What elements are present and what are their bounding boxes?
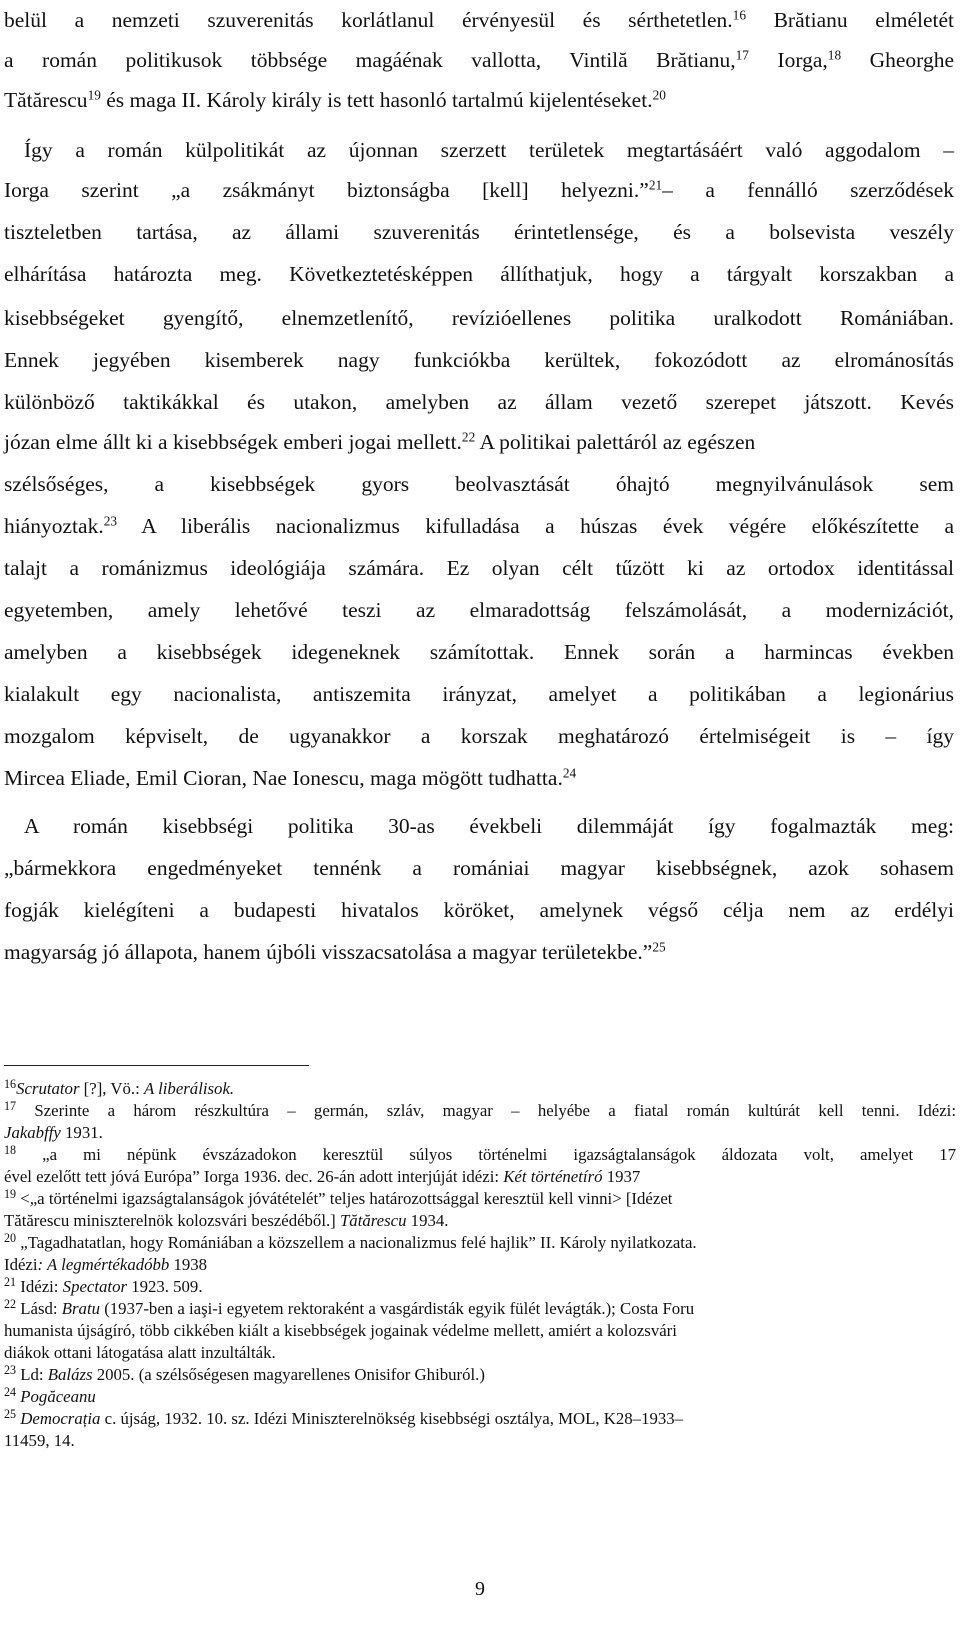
footnote-20-cont: [4, 1254, 956, 1276]
text-run: „Tagadhatatlan, hogy Romániában a közszellem a nacionalizmus felé hajlik” II. Károly nyilatkozata.: [16, 1233, 697, 1252]
footnote-number: 25: [4, 1406, 17, 1421]
text-run: Két történetíró: [503, 1167, 603, 1186]
footnote-17-cont: [4, 1122, 956, 1144]
footnote-number: 19: [4, 1186, 17, 1201]
text-run: Idézi: [4, 1255, 38, 1274]
text-line: [4, 80, 954, 120]
text-line: [4, 506, 954, 546]
text-line: [4, 932, 954, 972]
text-run: kialakult egy nacionalista, antiszemita irányzat, amelyet a politikában a legionárius: [4, 682, 954, 706]
text-run: fogják kielégíteni a budapesti hivatalos köröket, amelynek végső célja nem az erdélyi: [4, 898, 954, 922]
footnote-ref-19[interactable]: 19: [87, 87, 101, 103]
text-run: A liberális nacionalizmus kifulladása a húszas évek végére előkészítette a: [117, 514, 954, 538]
text-run: : A legmértékadóbb: [37, 1255, 170, 1274]
text-run: <„a történelmi igazságtalanságok jóvátételét” teljes határozottsággal keresztül kell vinni> [Idézet: [16, 1189, 673, 1208]
text-line: [4, 464, 954, 504]
text-run: Tătărescu: [4, 88, 88, 112]
text-run: magyarság jó állapota, hanem újbóli visszacsatolása a magyar területekbe.”: [4, 940, 653, 964]
text-run: Iorga szerint „a zsákmányt biztonságba [kell] helyezni.”: [4, 178, 649, 202]
text-run: belül a nemzeti szuverenitás korlátlanul érvényesül és sérthetetlen.: [4, 8, 733, 32]
text-run: tiszteletben tartása, az állami szuverenitás érintetlensége, és a bolsevista veszély: [4, 220, 954, 244]
text-line: [4, 382, 954, 422]
footnote-ref-20[interactable]: 20: [652, 87, 666, 103]
text-line: [4, 422, 954, 462]
text-run: 1931.: [60, 1123, 103, 1142]
text-line: [4, 632, 954, 672]
footnote-number: 16: [4, 1076, 17, 1091]
text-run: Democrația: [20, 1409, 101, 1428]
text-line: [4, 758, 954, 798]
text-line: [4, 674, 954, 714]
footnote-ref-22[interactable]: 22: [461, 429, 476, 445]
footnote-19: [4, 1188, 956, 1210]
footnote-19-cont: [4, 1210, 956, 1232]
text-line: [4, 0, 954, 40]
text-run: 1938: [169, 1255, 208, 1274]
footnote-number: 21: [4, 1274, 17, 1289]
text-run: Jakabffy: [4, 1123, 61, 1142]
text-run: Tătărescu miniszterelnök kolozsvári beszédéből.]: [4, 1211, 340, 1230]
text-run: Lásd:: [16, 1299, 62, 1318]
text-run: hiányoztak.: [4, 514, 104, 538]
text-run: egyetemben, amely lehetővé teszi az elmaradottság felszámolását, a modernizációt,: [4, 598, 954, 622]
text-run: 1937: [602, 1167, 641, 1186]
footnote-ref-25[interactable]: 25: [652, 939, 666, 955]
text-run: 1934.: [406, 1211, 449, 1230]
text-run: kisebbségeket gyengítő, elnemzetlenítő, revízióellenes politika uralkodott Romániában.: [4, 306, 954, 330]
text-run: és maga II. Károly király is tett hasonló tartalmú kijelentéseket.: [100, 88, 653, 112]
text-run: „a mi népünk évszázadokon keresztül súlyos történelmi igazságtalanságok áldozata volt, amelyet 17: [16, 1145, 956, 1164]
text-run: Ld:: [16, 1365, 48, 1384]
text-line: [4, 590, 954, 630]
text-run: Scrutator: [16, 1079, 80, 1098]
text-run: A liberálisok.: [143, 1079, 235, 1098]
text-run: Spectator: [62, 1277, 127, 1296]
footnote-ref-24[interactable]: 24: [562, 765, 577, 781]
text-run: Bratu: [61, 1299, 100, 1318]
text-run: (1937-ben a iaşi-i egyetem rektoraként a vasgárdisták egyik fülét levágták.); Costa Foru: [100, 1299, 695, 1318]
text-run: szélsőséges, a kisebbségek gyors beolvasztását óhajtó megnyilvánulások sem: [4, 472, 954, 496]
footnote-number: 18: [4, 1142, 17, 1157]
footnote-17: [4, 1100, 956, 1122]
text-run: Tătărescu: [339, 1211, 407, 1230]
footnote-18-cont: [4, 1166, 956, 1188]
text-run: diákok ottani látogatása alatt inzultálták.: [4, 1343, 276, 1362]
text-run: Pogăceanu: [20, 1387, 96, 1406]
text-run: A román kisebbségi politika 30-as évekbeli dilemmáját így fogalmazták meg:: [24, 814, 954, 838]
text-line: [4, 890, 954, 930]
text-run: 11459, 14.: [4, 1431, 75, 1450]
text-run: ével ezelőtt tett jóvá Európa” Iorga 1936. dec. 26-án adott interjúját idézi:: [4, 1167, 504, 1186]
text-line: [4, 848, 954, 888]
footnote-ref-18[interactable]: 18: [827, 47, 842, 63]
text-run: különböző taktikákkal és utakon, amelyben az állam vezető szerepet játszott. Kevés: [4, 390, 954, 414]
text-run: Balázs: [47, 1365, 93, 1384]
footnote-21: [4, 1276, 956, 1298]
text-run: c. újság, 1932. 10. sz. Idézi Miniszterelnökség kisebbségi osztálya, MOL, K28–1933–: [100, 1409, 684, 1428]
footnote-18: [4, 1144, 956, 1166]
text-run: józan elme állt ki a kisebbségek emberi jogai mellett.: [4, 430, 462, 454]
text-run: mozgalom képviselt, de ugyanakkor a korszak meghatározó értelmiségeit is – így: [4, 724, 954, 748]
text-run: elhárítása határozta meg. Következtetésképpen állíthatjuk, hogy a tárgyalt korszakban a: [4, 262, 954, 286]
text-line: [4, 298, 954, 338]
text-run: – a fennálló szerződések: [662, 178, 955, 202]
text-run: Mircea Eliade, Emil Cioran, Nae Ionescu, maga mögött tudhatta.: [4, 766, 563, 790]
text-run: Gheorghe: [841, 48, 954, 72]
text-run: Iorga,: [748, 48, 828, 72]
footnote-23: [4, 1364, 956, 1386]
footnote-22-cont: [4, 1320, 956, 1342]
text-run: Idézi:: [16, 1277, 63, 1296]
footnote-separator: [4, 1065, 309, 1066]
text-run: 2005. (a szélsőségesen magyarellenes Onisifor Ghiburól.): [92, 1365, 485, 1384]
text-run: Ennek jegyében kisemberek nagy funkciókba kerültek, fokozódott az elrománosítás: [4, 348, 954, 372]
footnote-number: 24: [4, 1384, 17, 1399]
text-line: [4, 548, 954, 588]
text-line: [24, 130, 954, 170]
text-run: Így a román külpolitikát az újonnan szerzett területek megtartásáért való aggodalom –: [24, 138, 954, 162]
text-line: [4, 254, 954, 294]
footnote-22-cont: [4, 1342, 956, 1364]
footnote-ref-21[interactable]: 21: [648, 177, 663, 193]
text-line: [4, 170, 954, 210]
text-run: Szerinte a három részkultúra – germán, szláv, magyar – helyébe a fiatal román kultúrát kell tenni. Idézi:: [16, 1101, 956, 1120]
footnote-25: [4, 1408, 956, 1430]
text-line: [24, 806, 954, 846]
text-run: [?], Vö.:: [79, 1079, 144, 1098]
text-line: [4, 716, 954, 756]
page-number: 9: [475, 1578, 485, 1600]
footnote-24: [4, 1386, 956, 1408]
text-run: a román politikusok többsége magáénak vallotta, Vintilă Brătianu,: [4, 48, 736, 72]
footnote-number: 22: [4, 1296, 17, 1311]
footnote-16: [4, 1078, 956, 1100]
footnote-number: 17: [4, 1098, 17, 1113]
text-run: amelyben a kisebbségek idegeneknek számítottak. Ennek során a harmincas években: [4, 640, 954, 664]
text-run: A politikai palettáról az egészen: [475, 430, 756, 454]
text-run: talajt a románizmus ideológiája számára. Ez olyan célt tűzött ki az ortodox identitással: [4, 556, 954, 580]
text-run: humanista újságíró, több cikkében kiált a kisebbségek jogainak védelme mellett, amiért a kolozsvári: [4, 1321, 677, 1340]
text-line: [4, 212, 954, 252]
footnote-number: 23: [4, 1362, 17, 1377]
footnote-number: 20: [4, 1230, 17, 1245]
text-line: [4, 40, 954, 80]
footnote-ref-23[interactable]: 23: [103, 513, 118, 529]
footnote-22: [4, 1298, 956, 1320]
text-line: [4, 340, 954, 380]
footnote-ref-16[interactable]: 16: [732, 7, 746, 23]
footnote-20: [4, 1232, 956, 1254]
text-run: 1923. 509.: [127, 1277, 203, 1296]
text-run: Brătianu elméletét: [745, 8, 954, 32]
footnote-ref-17[interactable]: 17: [735, 47, 749, 63]
footnote-25-cont: [4, 1430, 956, 1452]
text-run: „bármekkora engedményeket tennénk a romániai magyar kisebbségnek, azok sohasem: [4, 856, 954, 880]
